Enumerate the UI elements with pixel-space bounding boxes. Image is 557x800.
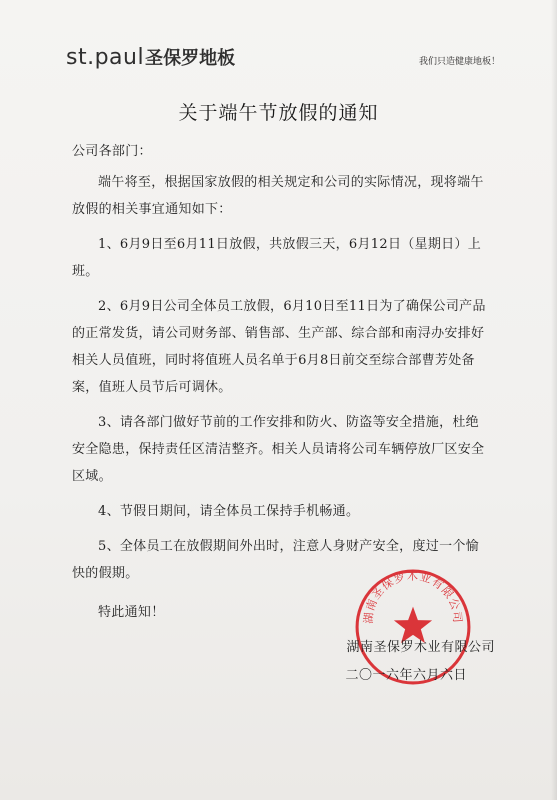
item-3-paragraph: 3、请各部门做好节前的工作安排和防火、防盗等安全措施，杜绝安全隐患，保持责任区清洁整齐。相关人员请将公司车辆停放厂区安全区域。	[72, 415, 485, 484]
item-4-paragraph: 4、节假日期间，请全体员工保持手机畅通。	[98, 504, 360, 519]
closing-line: 特此通知！	[98, 605, 165, 620]
logo-chinese-text: 圣保罗地板	[145, 48, 236, 69]
signature-date: 二〇一六年六月六日	[345, 668, 467, 683]
item-2-paragraph: 2、6月9日公司全体员工放假，6月10日至11日为了确保公司产品的正常发货，请公司财务部、销售部、生产部、综合部和南浔办安排好相关人员值班，同时将值班人员名单于6月8日前交至综合部曹芳处备案，值班人员节后可调休。	[72, 299, 486, 395]
svg-text:湖南圣保罗木业有限公司: 湖南圣保罗木业有限公司	[362, 569, 464, 625]
company-logo	[66, 44, 235, 72]
company-slogan: 我们只造健康地板！	[418, 57, 500, 67]
item-1-paragraph: 1、6月9日至6月11日放假，共放假三天，6月12日（星期日）上班。	[72, 237, 482, 279]
salutation: 公司各部门：	[72, 144, 152, 159]
logo-latin-text: st.paul	[66, 45, 145, 70]
notice-title: 关于端午节放假的通知	[178, 102, 379, 124]
signature-company: 湖南圣保罗木业有限公司	[346, 640, 495, 655]
intro-paragraph: 端午将至，根据国家放假的相关规定和公司的实际情况，现将端午放假的相关事宜通知如下：	[72, 175, 484, 217]
notice-body	[72, 138, 490, 626]
letterhead	[60, 44, 500, 74]
item-5-paragraph: 5、全体员工在放假期间外出时，注意人身财产安全，度过一个愉快的假期。	[72, 539, 479, 581]
